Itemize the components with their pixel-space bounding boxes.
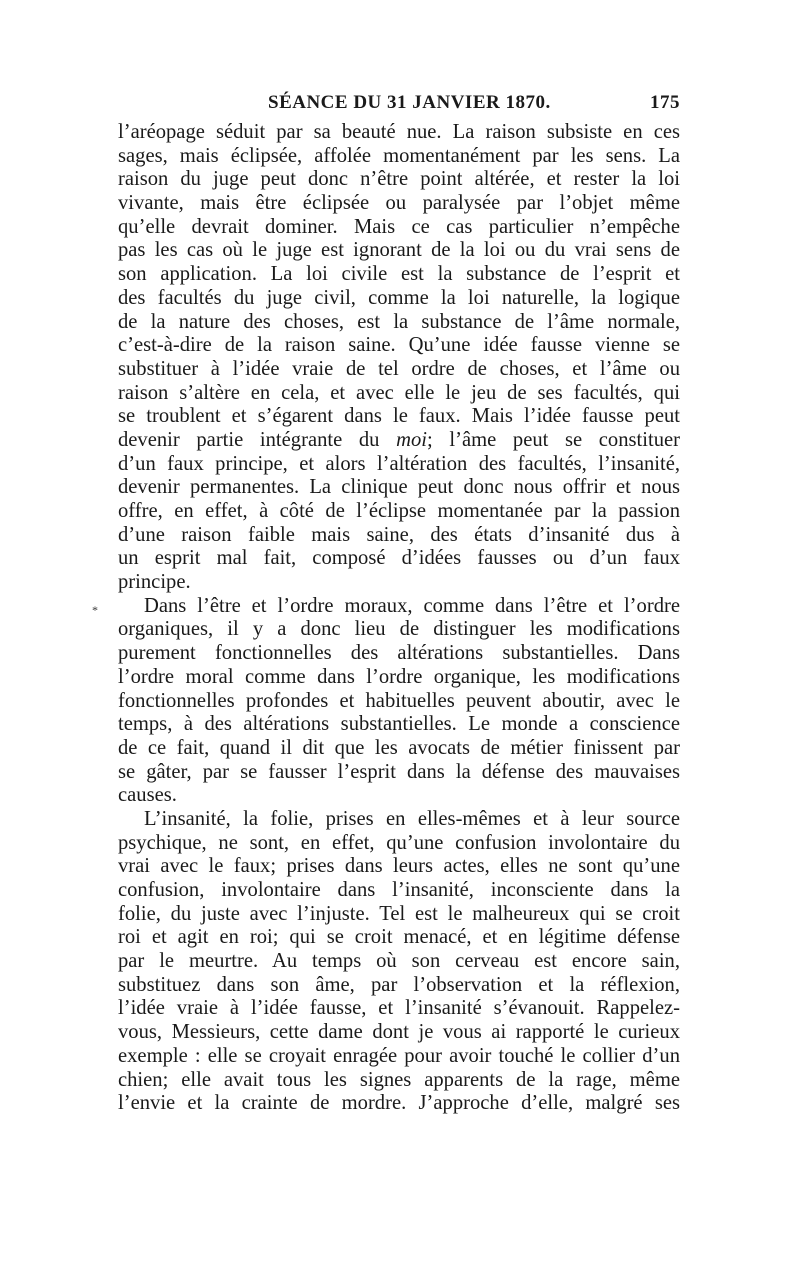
text-line: substituer à l’idée vraie de tel ordre de choses, et l’âme ou (118, 357, 680, 380)
text-line: offre, en effet, à côté de l’éclipse momentanée par la passion (118, 500, 680, 522)
text-line: temps, à des altérations substantielles. Le monde a conscience (118, 713, 680, 736)
text-line: substituez dans son âme, par l’observation et la réflexion, (118, 973, 680, 996)
running-title: SÉANCE DU 31 JANVIER 1870. (268, 92, 551, 113)
text-line: devenir permanentes. La clinique peut donc nous offrir et nous (118, 476, 680, 499)
paragraph-end-line: causes. (118, 784, 177, 807)
body-text (118, 121, 680, 1116)
text-line: organiques, il y a donc lieu de distinguer les modifications (118, 618, 680, 641)
text-line: de la nature des choses, est la substance de l’âme normale, (118, 310, 680, 333)
text-line: fonctionnelles profondes et habituelles peuvent aboutir, avec le (118, 689, 680, 712)
paragraph-start-line: L’insanité, la folie, prises en elles-mêmes et à leur source (144, 807, 680, 830)
text-line: se gâter, par se fausser l’esprit dans la défense des mauvaises (118, 760, 680, 783)
text-line: d’un faux principe, et alors l’altération des facultés, l’insanité, (118, 452, 680, 475)
text-line: purement fonctionnelles des altérations substantielles. Dans (118, 642, 680, 665)
text-line: vivante, mais être éclipsée ou paralysée par l’objet même (118, 192, 680, 215)
text-line: l’ordre moral comme dans l’ordre organique, les modifications (118, 665, 680, 688)
paragraph-start-line: Dans l’être et l’ordre moraux, comme dans l’être et l’ordre (144, 594, 680, 617)
text-line: de ce fait, quand il dit que les avocats de métier finissent par (118, 736, 680, 759)
text-line: d’une raison faible mais saine, des états d’insanité dus à (118, 523, 680, 546)
text-line: par le meurtre. Au temps où son cerveau est encore sain, (118, 950, 680, 973)
page-number: 175 (650, 92, 680, 113)
margin-mark: * (92, 603, 98, 617)
text-line: psychique, ne sont, en effet, qu’une confusion involontaire du (118, 831, 680, 854)
text-line: roi et agit en roi; qui se croit menacé, et en légitime défense (118, 926, 680, 949)
text-line: se troublent et s’égarent dans le faux. Mais l’idée fausse peut (118, 405, 680, 428)
text-line: vrai avec le faux; prises dans leurs actes, elles ne sont qu’une (118, 855, 680, 878)
text-line: l’idée vraie à l’idée fausse, et l’insanité s’évanouit. Rappelez- (118, 997, 680, 1020)
text-line: des facultés du juge civil, comme la loi naturelle, la logique (118, 286, 680, 309)
text-line: raison du juge peut donc n’être point altérée, et rester la loi (118, 168, 680, 191)
text-segment: ; l’âme peut se constituer (427, 428, 680, 451)
text-line: raison s’altère en cela, et avec elle le jeu de ses facultés, qui (118, 381, 680, 404)
text-line: qu’elle devrait dominer. Mais ce cas particulier n’empêche (118, 215, 680, 238)
text-line: pas les cas où le juge est ignorant de la loi ou du vrai sens de (118, 239, 680, 262)
text-line: c’est-à-dire de la raison saine. Qu’une idée fausse vienne se (118, 334, 680, 357)
text-line: vous, Messieurs, cette dame dont je vous ai rapporté le curieux (118, 1021, 680, 1044)
text-line: folie, du juste avec l’injuste. Tel est le malheureux qui se croit (118, 902, 680, 925)
text-line: l’aréopage séduit par sa beauté nue. La raison subsiste en ces (118, 121, 680, 143)
text-line-with-italic (118, 429, 680, 453)
italic-word: moi (396, 428, 428, 451)
text-line: l’envie et la crainte de mordre. J’approche d’elle, malgré ses (118, 1092, 680, 1115)
text-line: exemple : elle se croyait enragée pour avoir touché le collier d’un (118, 1044, 680, 1067)
text-line: confusion, involontaire dans l’insanité, inconsciente dans la (118, 879, 680, 901)
text-line: sages, mais éclipsée, affolée momentanément par les sens. La (118, 144, 680, 167)
paragraph-end-line: principe. (118, 571, 191, 594)
text-line: son application. La loi civile est la substance de l’esprit et (118, 263, 680, 286)
text-segment: devenir partie intégrante du (118, 428, 380, 451)
text-line: chien; elle avait tous les signes apparents de la rage, même (118, 1068, 680, 1091)
page-header (118, 92, 680, 120)
text-line: un esprit mal fait, composé d’idées fausses ou d’un faux (118, 547, 680, 570)
